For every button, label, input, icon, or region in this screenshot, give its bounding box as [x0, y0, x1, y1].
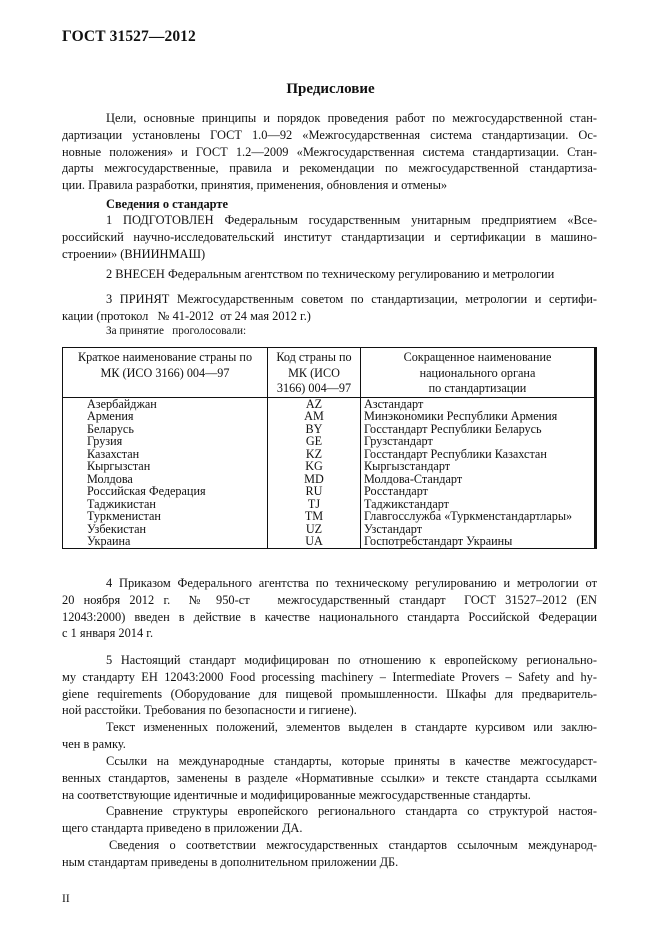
- member-countries-table: [62, 347, 597, 549]
- item-4-line: 4 Приказом Федерального агентства по техническому регулированию и метрологии от: [106, 576, 597, 590]
- item-2-submitted: 2 ВНЕСЕН Федеральным агентством по техническому регулированию и метрологии: [106, 267, 555, 281]
- note-line: Сведения о соответствии межгосударственных стандартов ссылочным международ-: [109, 837, 597, 852]
- column-header-code: [268, 348, 361, 398]
- note-line: чен в рамку.: [62, 736, 126, 751]
- note-conformity: [62, 837, 597, 871]
- intro-line: новные положения» и ГОСТ 1.2—2009 «Межгосударственная система стандартизации. Стан-: [62, 144, 597, 159]
- country-code: KZ: [268, 448, 361, 461]
- standards-body: Кыргызстандарт: [361, 460, 596, 473]
- table-row: [63, 423, 596, 436]
- column-header-country: [63, 348, 268, 398]
- country-code: RU: [268, 485, 361, 498]
- country-code: AM: [268, 410, 361, 423]
- standards-body: Таджикстандарт: [361, 498, 596, 511]
- item-3-adopted: [62, 291, 597, 325]
- country-code: UZ: [268, 523, 361, 536]
- country-code: KG: [268, 460, 361, 473]
- item-4-line: 12043:2000) введен в действие в качестве национального стандарта Российской Федерации: [62, 609, 597, 624]
- header-line: МК (ИСО 3166) 004—97: [100, 365, 230, 380]
- column-header-authority: [361, 348, 596, 398]
- table-row: [63, 435, 596, 448]
- country-name: Азербайджан: [63, 397, 268, 410]
- vote-label: За принятие проголосовали:: [106, 325, 247, 337]
- standards-body: Грузстандарт: [361, 435, 596, 448]
- country-code: AZ: [268, 397, 361, 410]
- intro-line: Цели, основные принципы и порядок проведения работ по межгосударственной стан-: [106, 111, 597, 125]
- section-heading: Сведения о стандарте: [106, 197, 228, 211]
- country-code: GE: [268, 435, 361, 448]
- table-header-row: [63, 348, 596, 398]
- standards-body: Минэкономики Республики Армения: [361, 410, 596, 423]
- item-1-line: 1 ПОДГОТОВЛЕН Федеральным государственным унитарным предприятием «Все-: [106, 213, 597, 227]
- note-structure-comparison: [62, 803, 597, 837]
- note-line: Ссылки на международные стандарты, которые приняты в качестве межгосударст-: [106, 754, 597, 768]
- country-code: BY: [268, 423, 361, 436]
- header-line: МК (ИСО: [288, 365, 340, 380]
- note-line: Текст измененных положений, элементов выделен в стандарте курсивом или заклю-: [106, 720, 597, 734]
- country-code: UA: [268, 535, 361, 548]
- header-line: Код страны по: [276, 350, 352, 364]
- item-5-line: 5 Настоящий стандарт модифицирован по отношению к европейскому регионально-: [106, 653, 597, 667]
- intro-line: дартизации установлены ГОСТ 1.0—92 «Межгосударственная система стандартизации. Ос-: [62, 127, 597, 142]
- country-name: Армения: [63, 410, 268, 423]
- header-line: национального органа: [419, 365, 536, 380]
- standards-body: Госстандарт Республики Казахстан: [361, 448, 596, 461]
- item-1-line: российский научно-исследовательский институт стандартизации и сертификации в машино-: [62, 229, 597, 244]
- item-3-line: 3 ПРИНЯТ Межгосударственным советом по стандартизации, метрологии и сертифи-: [106, 292, 597, 306]
- country-code: TJ: [268, 498, 361, 511]
- table-row: [63, 535, 596, 548]
- item-5-line: giene requirements (Оборудование для пищевой промышленности. Шкафы для предваритель-: [62, 686, 597, 701]
- item-5-line: му стандарту ЕН 12043:2000 Food processing machinery – Intermediate Provers – Safety and hy-: [62, 669, 597, 684]
- country-name: Беларусь: [63, 423, 268, 436]
- note-line: Сравнение структуры европейского регионального стандарта со структурой настоя-: [106, 804, 597, 818]
- country-name: Узбекистан: [63, 523, 268, 536]
- standards-body: Госпотребстандарт Украины: [361, 535, 596, 548]
- document-id: ГОСТ 31527—2012: [62, 28, 196, 45]
- standards-body: Главгосслужба «Туркменстандартлары»: [361, 510, 596, 523]
- standards-body: Узстандарт: [361, 523, 596, 536]
- header-line: Сокращенное наименование: [403, 350, 552, 364]
- country-code: TM: [268, 510, 361, 523]
- country-name: Украина: [63, 535, 268, 548]
- table-row: [63, 485, 596, 498]
- item-4-line: с 1 января 2014 г.: [62, 626, 154, 641]
- country-name: Туркменистан: [63, 510, 268, 523]
- item-3-line: кации (протокол № 41-2012 от 24 мая 2012 г.): [62, 308, 311, 323]
- item-1-prepared: [62, 212, 597, 262]
- note-line: венных стандартов, заменены в разделе «Нормативные ссылки» и тексте стандарта ссылками: [62, 770, 597, 785]
- country-name: Грузия: [63, 435, 268, 448]
- page-title: Предисловие: [286, 81, 375, 97]
- item-4-line: 20 ноября 2012 г. № 950-ст межгосударственный стандарт ГОСТ 31527–2012 (EN: [62, 592, 597, 607]
- note-line: на соответствующие идентичные и модифицированные межгосударственные стандарты.: [62, 787, 531, 802]
- table-row: [63, 460, 596, 473]
- standards-body: Росстандарт: [361, 485, 596, 498]
- note-references: [62, 753, 597, 803]
- header-line: Краткое наименование страны по: [77, 350, 253, 364]
- item-5-modification: [62, 652, 597, 719]
- item-1-line: строении» (ВНИИНМАШ): [62, 246, 206, 261]
- item-4-order: [62, 575, 597, 642]
- country-code: MD: [268, 473, 361, 486]
- header-line: 3166) 004—97: [276, 381, 352, 396]
- table-row: [63, 410, 596, 423]
- table-row: [63, 523, 596, 536]
- table-row: [63, 510, 596, 523]
- item-5-line: ной расстойки. Требования по безопасности и гигиене).: [62, 703, 357, 718]
- country-name: Кыргызстан: [63, 460, 268, 473]
- page-number: II: [62, 893, 70, 905]
- country-name: Казахстан: [63, 448, 268, 461]
- intro-paragraph: [62, 110, 597, 194]
- country-name: Российская Федерация: [63, 485, 268, 498]
- note-changed-text: [62, 719, 597, 753]
- note-line: ным стандартам приведены в дополнительном приложении ДБ.: [62, 854, 399, 869]
- intro-line: ции. Правила разработки, принятия, применения, обновления и отмены»: [62, 178, 448, 193]
- header-line: по стандартизации: [428, 381, 527, 396]
- standards-body: Азстандарт: [361, 397, 596, 410]
- standards-body: Молдова-Стандарт: [361, 473, 596, 486]
- country-name: Молдова: [63, 473, 268, 486]
- country-name: Таджикистан: [63, 498, 268, 511]
- note-line: щего стандарта приведено в приложении ДА.: [62, 820, 303, 835]
- intro-line: дарты межгосударственные, правила и рекомендации по межгосударственной стандартиза-: [62, 161, 597, 176]
- standards-body: Госстандарт Республики Беларусь: [361, 423, 596, 436]
